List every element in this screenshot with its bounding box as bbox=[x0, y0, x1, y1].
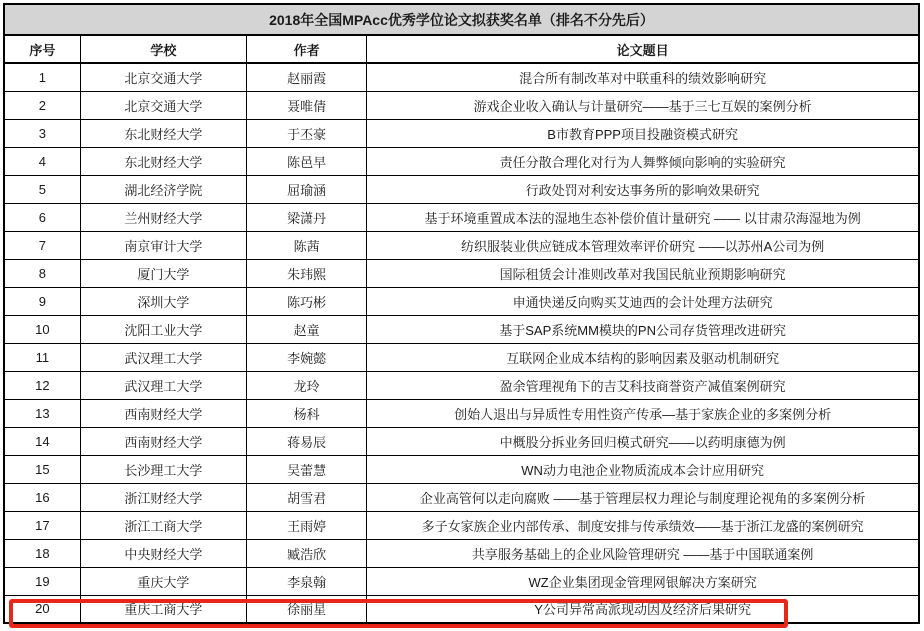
table-row bbox=[4, 63, 919, 91]
table-row bbox=[4, 175, 919, 203]
row-number-cell: 4 bbox=[4, 147, 80, 175]
thesis-title-cell: 多子女家族企业内部传承、制度安排与传承绩效——基于浙江龙盛的案例研究 bbox=[367, 511, 919, 539]
table-row bbox=[4, 147, 919, 175]
thesis-title-cell: 盈余管理视角下的吉艾科技商誉资产减值案例研究 bbox=[367, 371, 919, 399]
table-row bbox=[4, 231, 919, 259]
author-cell: 陈茜 bbox=[247, 231, 367, 259]
school-cell: 深圳大学 bbox=[80, 287, 246, 315]
author-cell: 龙玲 bbox=[247, 371, 367, 399]
thesis-title-cell: 责任分散合理化对行为人舞弊倾向影响的实验研究 bbox=[367, 147, 919, 175]
thesis-title-cell: 基于环境重置成本法的湿地生态补偿价值计量研究 —— 以甘肃尕海湿地为例 bbox=[367, 203, 919, 231]
row-number-cell: 7 bbox=[4, 231, 80, 259]
row-number-cell: 5 bbox=[4, 175, 80, 203]
column-header-author: 作者 bbox=[247, 35, 367, 63]
row-number-cell: 15 bbox=[4, 455, 80, 483]
row-number-cell: 9 bbox=[4, 287, 80, 315]
row-number-cell: 20 bbox=[4, 595, 80, 623]
school-cell: 南京审计大学 bbox=[80, 231, 246, 259]
author-cell: 陈邑早 bbox=[247, 147, 367, 175]
school-cell: 湖北经济学院 bbox=[80, 175, 246, 203]
author-cell: 于丕豪 bbox=[247, 119, 367, 147]
row-number-cell: 8 bbox=[4, 259, 80, 287]
row-number-cell: 17 bbox=[4, 511, 80, 539]
thesis-title-cell: WN动力电池企业物质流成本会计应用研究 bbox=[367, 455, 919, 483]
thesis-title-cell: 共享服务基础上的企业风险管理研究 ——基于中国联通案例 bbox=[367, 539, 919, 567]
row-number-cell: 2 bbox=[4, 91, 80, 119]
author-cell: 胡雪君 bbox=[247, 483, 367, 511]
column-header-school: 学校 bbox=[80, 35, 246, 63]
table-row bbox=[4, 455, 919, 483]
row-number-cell: 6 bbox=[4, 203, 80, 231]
school-cell: 沈阳工业大学 bbox=[80, 315, 246, 343]
table-row bbox=[4, 595, 919, 623]
school-cell: 重庆工商大学 bbox=[80, 595, 246, 623]
table-title: 2018年全国MPAcc优秀学位论文拟获奖名单（排名不分先后） bbox=[4, 4, 919, 35]
thesis-title-cell: 游戏企业收入确认与计量研究——基于三七互娱的案例分析 bbox=[367, 91, 919, 119]
author-cell: 李婉懿 bbox=[247, 343, 367, 371]
award-list-table bbox=[3, 3, 920, 624]
school-cell: 武汉理工大学 bbox=[80, 343, 246, 371]
column-header-thesis: 论文题目 bbox=[367, 35, 919, 63]
row-number-cell: 16 bbox=[4, 483, 80, 511]
school-cell: 厦门大学 bbox=[80, 259, 246, 287]
row-number-cell: 10 bbox=[4, 315, 80, 343]
table-row bbox=[4, 539, 919, 567]
row-number-cell: 1 bbox=[4, 63, 80, 91]
school-cell: 浙江工商大学 bbox=[80, 511, 246, 539]
table-row bbox=[4, 399, 919, 427]
school-cell: 东北财经大学 bbox=[80, 147, 246, 175]
author-cell: 陈巧彬 bbox=[247, 287, 367, 315]
thesis-title-cell: 混合所有制改革对中联重科的绩效影响研究 bbox=[367, 63, 919, 91]
table-row bbox=[4, 483, 919, 511]
table-row bbox=[4, 567, 919, 595]
thesis-title-cell: 企业高管何以走向腐败 ——基于管理层权力理论与制度理论视角的多案例分析 bbox=[367, 483, 919, 511]
row-number-cell: 18 bbox=[4, 539, 80, 567]
thesis-title-cell: 行政处罚对利安达事务所的影响效果研究 bbox=[367, 175, 919, 203]
author-cell: 聂唯倩 bbox=[247, 91, 367, 119]
author-cell: 蒋易辰 bbox=[247, 427, 367, 455]
thesis-title-cell: 纺织服装业供应链成本管理效率评价研究 ——以苏州A公司为例 bbox=[367, 231, 919, 259]
row-number-cell: 13 bbox=[4, 399, 80, 427]
row-number-cell: 14 bbox=[4, 427, 80, 455]
author-cell: 王雨婷 bbox=[247, 511, 367, 539]
author-cell: 徐丽星 bbox=[247, 595, 367, 623]
school-cell: 北京交通大学 bbox=[80, 63, 246, 91]
table-row bbox=[4, 343, 919, 371]
row-number-cell: 11 bbox=[4, 343, 80, 371]
school-cell: 浙江财经大学 bbox=[80, 483, 246, 511]
row-number-cell: 12 bbox=[4, 371, 80, 399]
table-title-row bbox=[4, 4, 919, 35]
school-cell: 北京交通大学 bbox=[80, 91, 246, 119]
table-head-section bbox=[4, 4, 919, 63]
thesis-title-cell: 中概股分拆业务回归模式研究——以药明康德为例 bbox=[367, 427, 919, 455]
table-row bbox=[4, 511, 919, 539]
author-cell: 梁潇丹 bbox=[247, 203, 367, 231]
author-cell: 吴蕾慧 bbox=[247, 455, 367, 483]
author-cell: 朱玮熙 bbox=[247, 259, 367, 287]
table-row bbox=[4, 259, 919, 287]
school-cell: 东北财经大学 bbox=[80, 119, 246, 147]
school-cell: 武汉理工大学 bbox=[80, 371, 246, 399]
document-page bbox=[0, 3, 924, 631]
row-number-cell: 3 bbox=[4, 119, 80, 147]
author-cell: 赵童 bbox=[247, 315, 367, 343]
school-cell: 重庆大学 bbox=[80, 567, 246, 595]
thesis-title-cell: 国际租赁会计准则改革对我国民航业预期影响研究 bbox=[367, 259, 919, 287]
thesis-title-cell: 互联网企业成本结构的影响因素及驱动机制研究 bbox=[367, 343, 919, 371]
thesis-title-cell: WZ企业集团现金管理网银解决方案研究 bbox=[367, 567, 919, 595]
thesis-title-cell: 创始人退出与异质性专用性资产传承—基于家族企业的多案例分析 bbox=[367, 399, 919, 427]
table-row bbox=[4, 119, 919, 147]
thesis-title-cell: 基于SAP系统MM模块的PN公司存货管理改进研究 bbox=[367, 315, 919, 343]
table-header-row bbox=[4, 35, 919, 63]
row-number-cell: 19 bbox=[4, 567, 80, 595]
school-cell: 兰州财经大学 bbox=[80, 203, 246, 231]
author-cell: 赵丽霞 bbox=[247, 63, 367, 91]
table-row bbox=[4, 371, 919, 399]
author-cell: 杨科 bbox=[247, 399, 367, 427]
author-cell: 臧浩欣 bbox=[247, 539, 367, 567]
table-row bbox=[4, 287, 919, 315]
table-row bbox=[4, 203, 919, 231]
thesis-title-cell: 申通快递反向购买艾迪西的会计处理方法研究 bbox=[367, 287, 919, 315]
author-cell: 李泉翰 bbox=[247, 567, 367, 595]
table-row bbox=[4, 427, 919, 455]
author-cell: 屈瑜涵 bbox=[247, 175, 367, 203]
school-cell: 西南财经大学 bbox=[80, 427, 246, 455]
table-row bbox=[4, 91, 919, 119]
school-cell: 长沙理工大学 bbox=[80, 455, 246, 483]
thesis-title-cell: Y公司异常高派现动因及经济后果研究 bbox=[367, 595, 919, 623]
school-cell: 西南财经大学 bbox=[80, 399, 246, 427]
thesis-title-cell: B市教育PPP项目投融资模式研究 bbox=[367, 119, 919, 147]
column-header-no: 序号 bbox=[4, 35, 80, 63]
table-body bbox=[4, 63, 919, 623]
table-row bbox=[4, 315, 919, 343]
school-cell: 中央财经大学 bbox=[80, 539, 246, 567]
